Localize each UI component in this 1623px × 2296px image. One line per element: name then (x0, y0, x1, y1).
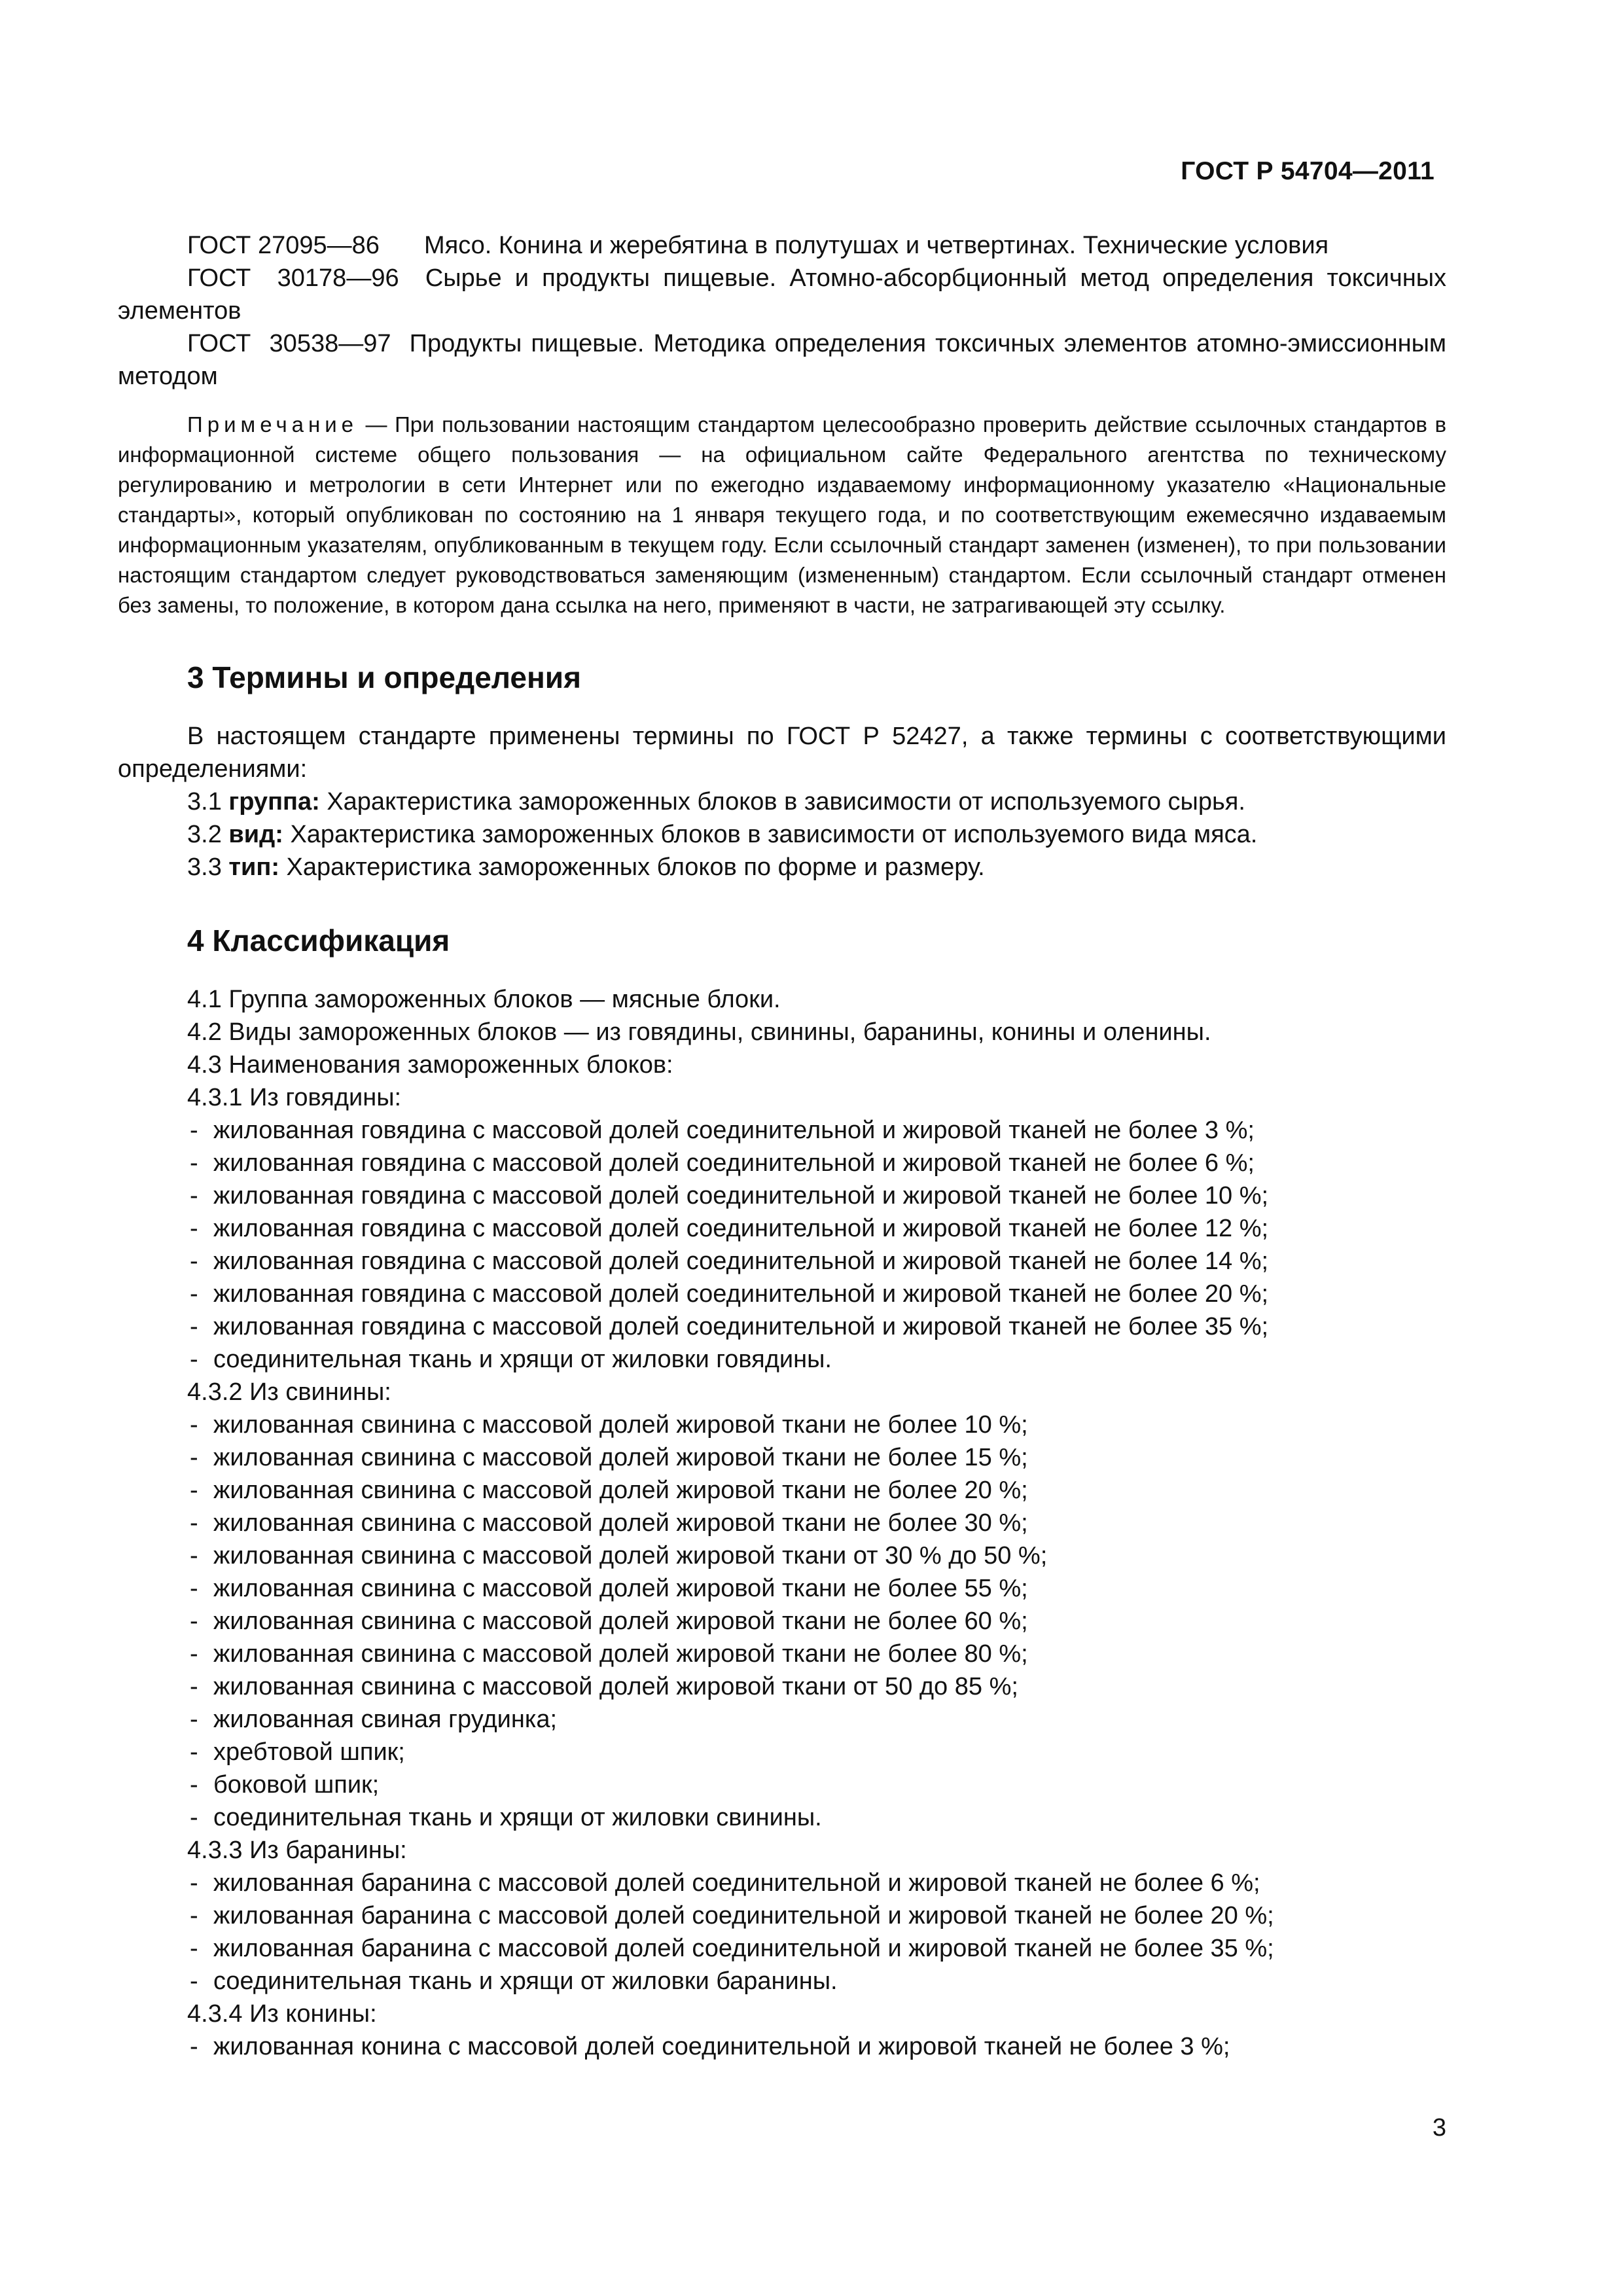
term-name: группа: (228, 788, 320, 816)
list-item (118, 1245, 1446, 1278)
list-item-text: жилованная баранина с массовой долей соединительной и жировой тканей не более 20 %; (213, 1902, 1274, 1929)
note-label: Примечание (187, 412, 359, 437)
list-item (118, 1867, 1446, 1899)
term-name: тип: (228, 853, 279, 881)
term-text: Характеристика замороженных блоков в зависимости от используемого вида мяса. (283, 821, 1258, 848)
term-definition (187, 851, 1446, 884)
list-item-text: жилованная говядина с массовой долей соединительной и жировой тканей не более 12 %; (213, 1215, 1269, 1242)
list-item (118, 1768, 1446, 1801)
section-4-heading: 4 Классификация (187, 924, 450, 958)
list-item (118, 1638, 1446, 1670)
list-item (118, 1670, 1446, 1703)
list-item (118, 1965, 1446, 1998)
reference-code: ГОСТ 30178—96 (187, 264, 425, 292)
list-item-text: соединительная ткань и хрящи от жиловки баранины. (213, 1967, 838, 1995)
reference-title: Сырье и продукты пищевые. Атомно-абсорбционный метод определения токсичных элементов (118, 264, 1447, 325)
list-item (118, 1539, 1446, 1572)
list-item (118, 1736, 1446, 1768)
list-item (118, 1801, 1446, 1834)
list-item-text: жилованная говядина с массовой долей соединительной и жировой тканей не более 14 %; (213, 1247, 1269, 1275)
term-number: 3.2 (187, 821, 229, 848)
reference-note (118, 410, 1446, 620)
list-item-text: жилованная говядина с массовой долей соединительной и жировой тканей не более 6 %; (213, 1149, 1255, 1177)
list-item-text: жилованная свинина с массовой долей жировой ткани не более 60 %; (213, 1607, 1028, 1635)
reference-title: Мясо. Конина и жеребятина в полутушах и четвертинах. Технические условия (424, 232, 1329, 259)
clause-line: 4.3.2 Из свинины: (187, 1378, 391, 1406)
list-item-text: жилованная свинина с массовой долей жировой ткани не более 30 %; (213, 1509, 1028, 1537)
classification-list (118, 983, 1446, 2063)
list-item-text: жилованная свинина с массовой долей жировой ткани не более 55 %; (213, 1575, 1028, 1602)
term-definition (187, 785, 1446, 818)
clause-line: 4.3.4 Из конины: (187, 2000, 377, 2028)
list-item (118, 2030, 1446, 2063)
reference-entry (118, 327, 1446, 393)
list-item (118, 1474, 1446, 1507)
list-item-text: жилованная баранина с массовой долей соединительной и жировой тканей не более 35 %; (213, 1935, 1274, 1962)
clause-line: 4.3.3 Из баранины: (187, 1837, 407, 1864)
list-item (118, 1441, 1446, 1474)
term-number: 3.3 (187, 853, 229, 881)
page-number: 3 (1432, 2114, 1446, 2142)
list-item-text: жилованная свинина с массовой долей жировой ткани не более 80 %; (213, 1640, 1028, 1668)
list-item (118, 1932, 1446, 1965)
section-3-intro: В настоящем стандарте применены термины по ГОСТ Р 52427, а также термины с соответствующими определениями: (118, 723, 1446, 783)
clause-line: 4.1 Группа замороженных блоков — мясные блоки. (187, 986, 781, 1013)
list-item (118, 1278, 1446, 1310)
list-item (118, 1147, 1446, 1179)
list-item (118, 1212, 1446, 1245)
list-item (118, 1899, 1446, 1932)
list-item (118, 1507, 1446, 1539)
document-id-header: ГОСТ Р 54704—2011 (1181, 157, 1435, 185)
list-item-text: жилованная говядина с массовой долей соединительной и жировой тканей не более 10 %; (213, 1182, 1269, 1210)
list-item (118, 1572, 1446, 1605)
list-item (118, 1114, 1446, 1147)
list-item-text: боковой шпик; (213, 1771, 380, 1799)
reference-title: Продукты пищевые. Методика определения токсичных элементов атомно-эмиссионным методом (118, 330, 1447, 390)
document-body (118, 229, 1446, 2063)
list-item-text: жилованная свиная грудинка; (213, 1706, 558, 1733)
list-item-text: соединительная ткань и хрящи от жиловки говядины. (213, 1346, 832, 1373)
reference-entry (118, 262, 1446, 327)
list-item-text: жилованная свинина с массовой долей жировой ткани не более 15 %; (213, 1444, 1028, 1471)
list-item-text: жилованная свинина с массовой долей жировой ткани не более 10 %; (213, 1411, 1028, 1439)
list-item-text: жилованная говядина с массовой долей соединительной и жировой тканей не более 35 %; (213, 1313, 1269, 1340)
term-name: вид: (228, 821, 283, 848)
reference-code: ГОСТ 30538—97 (187, 330, 410, 357)
list-item (118, 1310, 1446, 1343)
list-item (118, 1605, 1446, 1638)
list-item-text: жилованная баранина с массовой долей соединительной и жировой тканей не более 6 %; (213, 1869, 1260, 1897)
terms-list (118, 785, 1446, 884)
normative-references (118, 229, 1446, 393)
list-item-text: жилованная свинина с массовой долей жировой ткани не более 20 %; (213, 1477, 1028, 1504)
term-text: Характеристика замороженных блоков в зависимости от используемого сырья. (319, 788, 1245, 816)
clause-line: 4.2 Виды замороженных блоков — из говядины, свинины, баранины, конины и оленины. (187, 1018, 1211, 1046)
list-item-text: жилованная говядина с массовой долей соединительной и жировой тканей не более 3 %; (213, 1117, 1255, 1144)
term-number: 3.1 (187, 788, 229, 816)
reference-code: ГОСТ 27095—86 (187, 232, 380, 259)
section-3-heading: 3 Термины и определения (187, 660, 581, 694)
list-item (118, 1343, 1446, 1376)
term-text: Характеристика замороженных блоков по форме и размеру. (279, 853, 985, 881)
clause-line: 4.3.1 Из говядины: (187, 1084, 402, 1111)
list-item-text: жилованная конина с массовой долей соединительной и жировой тканей не более 3 %; (213, 2033, 1230, 2060)
reference-entry (118, 229, 1446, 262)
clause-line: 4.3 Наименования замороженных блоков: (187, 1051, 673, 1079)
note-text: — При пользовании настоящим стандартом целесообразно проверить действие ссылочных стандартов в информационной системе общего пользования — на официальном сайте Федерального агентства по техническому регулированию и метрологии в сети Интернет или по ежегодно издаваемому информационному указателю «Национальные стандарты», который опубликован по состоянию на 1 января текущего года, и по соответствующим ежемесячно издаваемым информационным указателям, опубликованным в текущем году. Если ссылочный стандарт заменен (изменен), то при пользовании настоящим стандартом следует руководствоваться заменяющим (измененным) стандартом. Если ссылочный стандарт отменен без замены, то положение, в котором дана ссылка на него, применяют в части, не затрагивающей эту ссылку. (118, 412, 1446, 617)
term-definition (187, 818, 1446, 851)
list-item-text: жилованная говядина с массовой долей соединительной и жировой тканей не более 20 %; (213, 1280, 1269, 1308)
list-item-text: жилованная свинина с массовой долей жировой ткани от 30 % до 50 %; (213, 1542, 1048, 1570)
list-item-text: соединительная ткань и хрящи от жиловки свинины. (213, 1804, 822, 1831)
list-item (118, 1703, 1446, 1736)
list-item (118, 1179, 1446, 1212)
list-item (118, 1408, 1446, 1441)
list-item-text: жилованная свинина с массовой долей жировой ткани от 50 до 85 %; (213, 1673, 1018, 1700)
list-item-text: хребтовой шпик; (213, 1738, 405, 1766)
